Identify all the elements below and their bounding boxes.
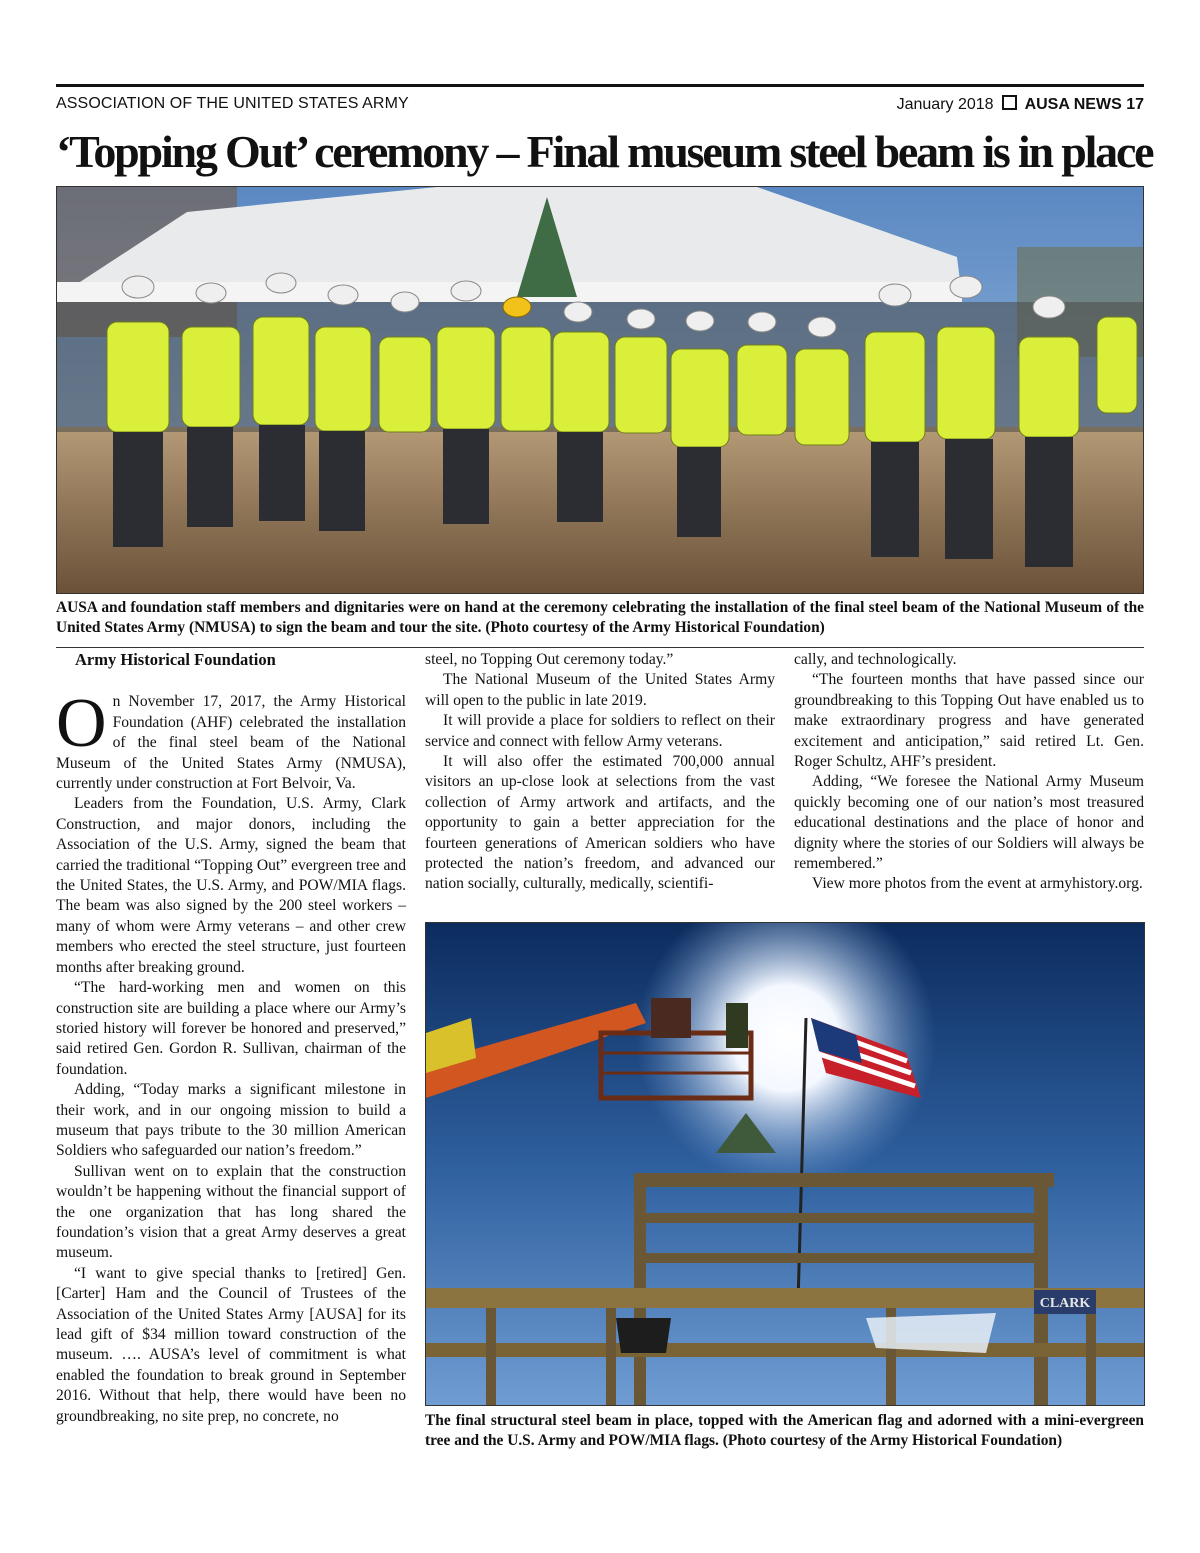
publication-name: AUSA NEWS [1024,96,1122,113]
article-paragraph: It will provide a place for soldiers to reflect on their service and connect with fellow Army veterans. [425,712,775,750]
headline: ‘Topping Out’ ceremony – Final museum steel beam is in place [56,126,1153,177]
article-paragraph: It will also offer the estimated 700,000 annual visitors an up-close look at selections from the vast collection of Army artwork and artifacts, and the opportunity to gain a better appreciation for the fourteen generations of American soldiers who have protected the nation’s freedom, and advanced our nation socially, culturally, medically, scientifi- [425,753,775,893]
article-paragraph: The National Museum of the United States Army will open to the public in late 2019. [425,671,775,709]
article-paragraph: Leaders from the Foundation, U.S. Army, Clark Construction, and major donors, including the Association of the U.S. Army, signed the beam that carried the traditional “Topping Out” evergreen tree and the United States, the U.S. Army, and POW/MIA flags. The beam was also signed by the 200 steel workers – many of whom were Army veterans – and other crew members who erected the steel structure, just fourteen months after breaking ground. [56,795,406,976]
lead-text: n November 17, 2017, the Army Historical Foundation (AHF) celebrated the installation of the final steel beam of the National Museum of the United States Army (NMUSA), currently under construction at Fort Belvoir, Va. [56,693,406,793]
article-paragraph: steel, no Topping Out ceremony today.” [425,651,674,668]
drop-cap: O [56,685,107,763]
group-photo-icon [57,187,1143,593]
group-photo [56,186,1144,594]
article-paragraph: Adding, “Today marks a significant milestone in their work, and in our ongoing mission to build a museum that pays tribute to the 30 million American Soldiers who safeguarded our nation’s freedom.” [56,1081,406,1160]
article-paragraph: “The hard-working men and women on this construction site are building a place where our Army’s storied history will forever be honored and preserved,” said retired Gen. Gordon R. Sullivan, chairman of the foundation. [56,979,406,1078]
issue-date: January 2018 [896,96,994,113]
article-column-1 [56,650,406,1427]
article-paragraph: Sullivan went on to explain that the construction wouldn’t be happening without the financial support of the one organization that has long shared the foundation’s vision that a great Army deserves a great museum. [56,1162,406,1262]
article-paragraph: “The fourteen months that have passed since our groundbreaking to this Topping Out have enabled us to make extraordinary progress and have generated excitement and anticipation,” said retired Lt. Gen. Roger Schultz, AHF’s president. [794,671,1144,771]
photo1-caption: AUSA and foundation staff members and dignitaries were on hand at the ceremony celebrating the installation of the final steel beam of the National Museum of the United States Army (NMUSA) to sign the beam and tour the site. (Photo courtesy of the Army Historical Foundation) [56,599,1144,636]
article-paragraph: View more photos from the event at armyhistory.org. [812,875,1143,893]
top-rule [56,84,1144,87]
caption-rule [56,647,1144,648]
article-paragraph: cally, and technologically. [794,651,957,668]
steel-beam-flag-icon [426,923,1144,1405]
photo2-caption: The final structural steel beam in place, topped with the American flag and adorned with a mini-evergreen tree and the U.S. Army and POW/MIA flags. (Photo courtesy of the Army Historical Foundation) [425,1412,1144,1449]
running-header-right [897,95,1144,114]
steel-beam-photo [425,922,1145,1406]
lead-paragraph [56,685,406,794]
article-paragraph: “I want to give special thanks to [retired] Gen. [Carter] Ham and the Council of Trustees of the Association of the United States Army [AUSA] for its lead gift of $34 million toward construction of the museum. …. AUSA’s level of commitment is what enabled the foundation to break ground in September 2016. Without that help, there would have been no groundbreaking, no site prep, no concrete, no [56,1264,406,1425]
article-paragraph: Adding, “We foresee the National Army Museum quickly becoming one of our nation’s most treasured educational destinations and the place of honor and dignity where the stories of our Soldiers will always be remembered.” [794,773,1144,873]
article-column-3 [794,650,1144,895]
square-bullet-icon [1002,95,1017,110]
running-header-org: ASSOCIATION OF THE UNITED STATES ARMY [56,95,409,112]
article-column-2 [425,650,775,895]
byline: Army Historical Foundation [75,650,276,669]
clark-sign: CLARK [1039,1296,1091,1311]
page-number: 17 [1126,96,1144,113]
